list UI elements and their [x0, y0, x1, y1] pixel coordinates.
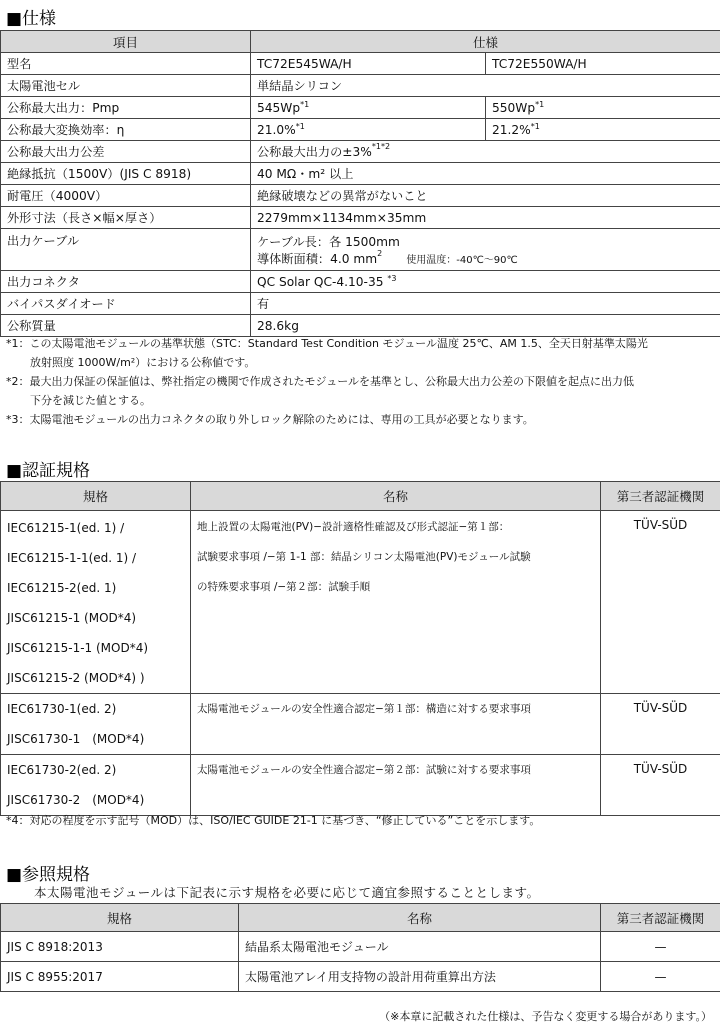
ref-std: JIS C 8918:2013	[1, 932, 239, 962]
row-value-a: 545Wp$^{*1}$	[251, 97, 486, 119]
cert-section-title: ■認証規格	[6, 461, 91, 481]
row-value: 単結晶シリコン	[251, 75, 720, 97]
table-row	[1, 119, 720, 141]
row-value-b: 21.2%$^{*1}$	[486, 119, 720, 141]
cert-table	[0, 481, 720, 816]
header-spec: 仕様	[251, 31, 720, 53]
org-cell: TÜV-SÜD	[601, 694, 720, 755]
ref-section-title: ■参照規格	[6, 865, 91, 885]
table-row	[1, 932, 720, 962]
name-cell: 太陽電池モジュールの安全性適合認定−第２部：試験に対する要求事項	[191, 755, 601, 816]
row-label: 絶縁抵抗（1500V）(JIS C 8918)	[1, 163, 251, 185]
header-name: 名称	[239, 904, 601, 932]
table-row	[1, 53, 720, 75]
table-row	[1, 962, 720, 992]
spec-section-title: ■仕様	[6, 9, 57, 29]
row-label: 太陽電池セル	[1, 75, 251, 97]
table-header-row	[1, 482, 720, 511]
ref-name: 結晶系太陽電池モジュール	[239, 932, 601, 962]
row-value-a: 21.0%$^{*1}$	[251, 119, 486, 141]
standards-cell: IEC61215-1(ed. 1) / IEC61215-1-1(ed. 1) / IEC61215-2(ed. 1) JISC61215-1 (MOD*4) JISC61215-1-1 (MOD*4) JISC61215-2 (MOD*4) )	[1, 511, 191, 694]
standards-cell: IEC61730-1(ed. 2) JISC61730-1 (MOD*4)	[1, 694, 191, 755]
header-name: 名称	[191, 482, 601, 511]
table-row	[1, 185, 720, 207]
header-org: 第三者認証機関	[601, 482, 720, 511]
name-cell: 地上設置の太陽電池(PV)−設計適格性確認及び形式認証−第１部： 試験要求事項 /−第 1-1 部：結晶シリコン太陽電池(PV)モジュール試験 の特殊要求事項 /−第２部：試験手順	[191, 511, 601, 694]
table-header-row	[1, 31, 720, 53]
ref-org: —	[601, 932, 720, 962]
standards-cell: IEC61730-2(ed. 2) JISC61730-2 (MOD*4)	[1, 755, 191, 816]
table-row	[1, 293, 720, 315]
row-value: ケーブル長：各 1500mm 導体断面積：4.0 $mm^2$使用温度：-40℃～90℃	[251, 229, 720, 271]
row-value: 28.6kg	[251, 315, 720, 337]
org-cell: TÜV-SÜD	[601, 511, 720, 694]
row-value: 絶縁破壊などの異常がないこと	[251, 185, 720, 207]
row-value-b: 550Wp$^{*1}$	[486, 97, 720, 119]
table-row	[1, 755, 720, 816]
table-row	[1, 229, 720, 271]
row-label: バイパスダイオード	[1, 293, 251, 315]
row-value-b: TC72E550WA/H	[486, 53, 720, 75]
row-value: QC Solar QC-4.10-35 $^{*3}$	[251, 271, 720, 293]
name-cell: 太陽電池モジュールの安全性適合認定−第１部：構造に対する要求事項	[191, 694, 601, 755]
row-value: 有	[251, 293, 720, 315]
header-item: 項目	[1, 31, 251, 53]
row-label: 公称最大出力：Pmp	[1, 97, 251, 119]
table-row	[1, 511, 720, 694]
table-row	[1, 75, 720, 97]
table-row	[1, 97, 720, 119]
header-org: 第三者認証機関	[601, 904, 720, 932]
table-row	[1, 271, 720, 293]
table-row	[1, 163, 720, 185]
row-value: 40 MΩ・m² 以上	[251, 163, 720, 185]
table-row	[1, 207, 720, 229]
spec-table	[0, 30, 720, 337]
row-value: 公称最大出力の±3%$^{*1*2}$	[251, 141, 720, 163]
ref-intro: 本太陽電池モジュールは下記表に示す規格を必要に応じて適宜参照することとします。	[34, 885, 540, 900]
header-standard: 規格	[1, 482, 191, 511]
cert-note: *4：対応の程度を示す記号（MOD）は、ISO/IEC GUIDE 21-1 に基づき、“修正している”ことを示します。	[6, 814, 541, 827]
ref-org: —	[601, 962, 720, 992]
row-label: 公称最大出力公差	[1, 141, 251, 163]
table-header-row	[1, 904, 720, 932]
row-value: 2279mm×1134mm×35mm	[251, 207, 720, 229]
ref-name: 太陽電池アレイ用支持物の設計用荷重算出方法	[239, 962, 601, 992]
ref-table	[0, 903, 720, 992]
table-row	[1, 141, 720, 163]
spec-notes: *1：この太陽電池モジュールの基準状態（STC：Standard Test Condition モジュール温度 25℃、AM 1.5、全天日射基準太陽光 放射照度 1000W/m²）における公称値です。 *2：最大出力保証の保証値は、弊社指定の機関で作成されたモジュールを基準とし、公称最大出力公差の下限値を起点に出力低 下分を減じた値とする。 *3：太陽電池モジュールの出力コネクタの取り外しロック解除のためには、専用の工具が必要となります。	[6, 337, 648, 426]
row-label: 出力ケーブル	[1, 229, 251, 271]
row-label: 公称質量	[1, 315, 251, 337]
row-label: 耐電圧（4000V）	[1, 185, 251, 207]
row-label: 型名	[1, 53, 251, 75]
row-label: 外形寸法（長さ×幅×厚さ）	[1, 207, 251, 229]
ref-std: JIS C 8955:2017	[1, 962, 239, 992]
row-label: 出力コネクタ	[1, 271, 251, 293]
org-cell: TÜV-SÜD	[601, 755, 720, 816]
table-row	[1, 694, 720, 755]
footer-note: （※本章に記載された仕様は、予告なく変更する場合があります。）	[379, 1010, 712, 1023]
header-standard: 規格	[1, 904, 239, 932]
row-label: 公称最大変換効率：η	[1, 119, 251, 141]
row-value-a: TC72E545WA/H	[251, 53, 486, 75]
